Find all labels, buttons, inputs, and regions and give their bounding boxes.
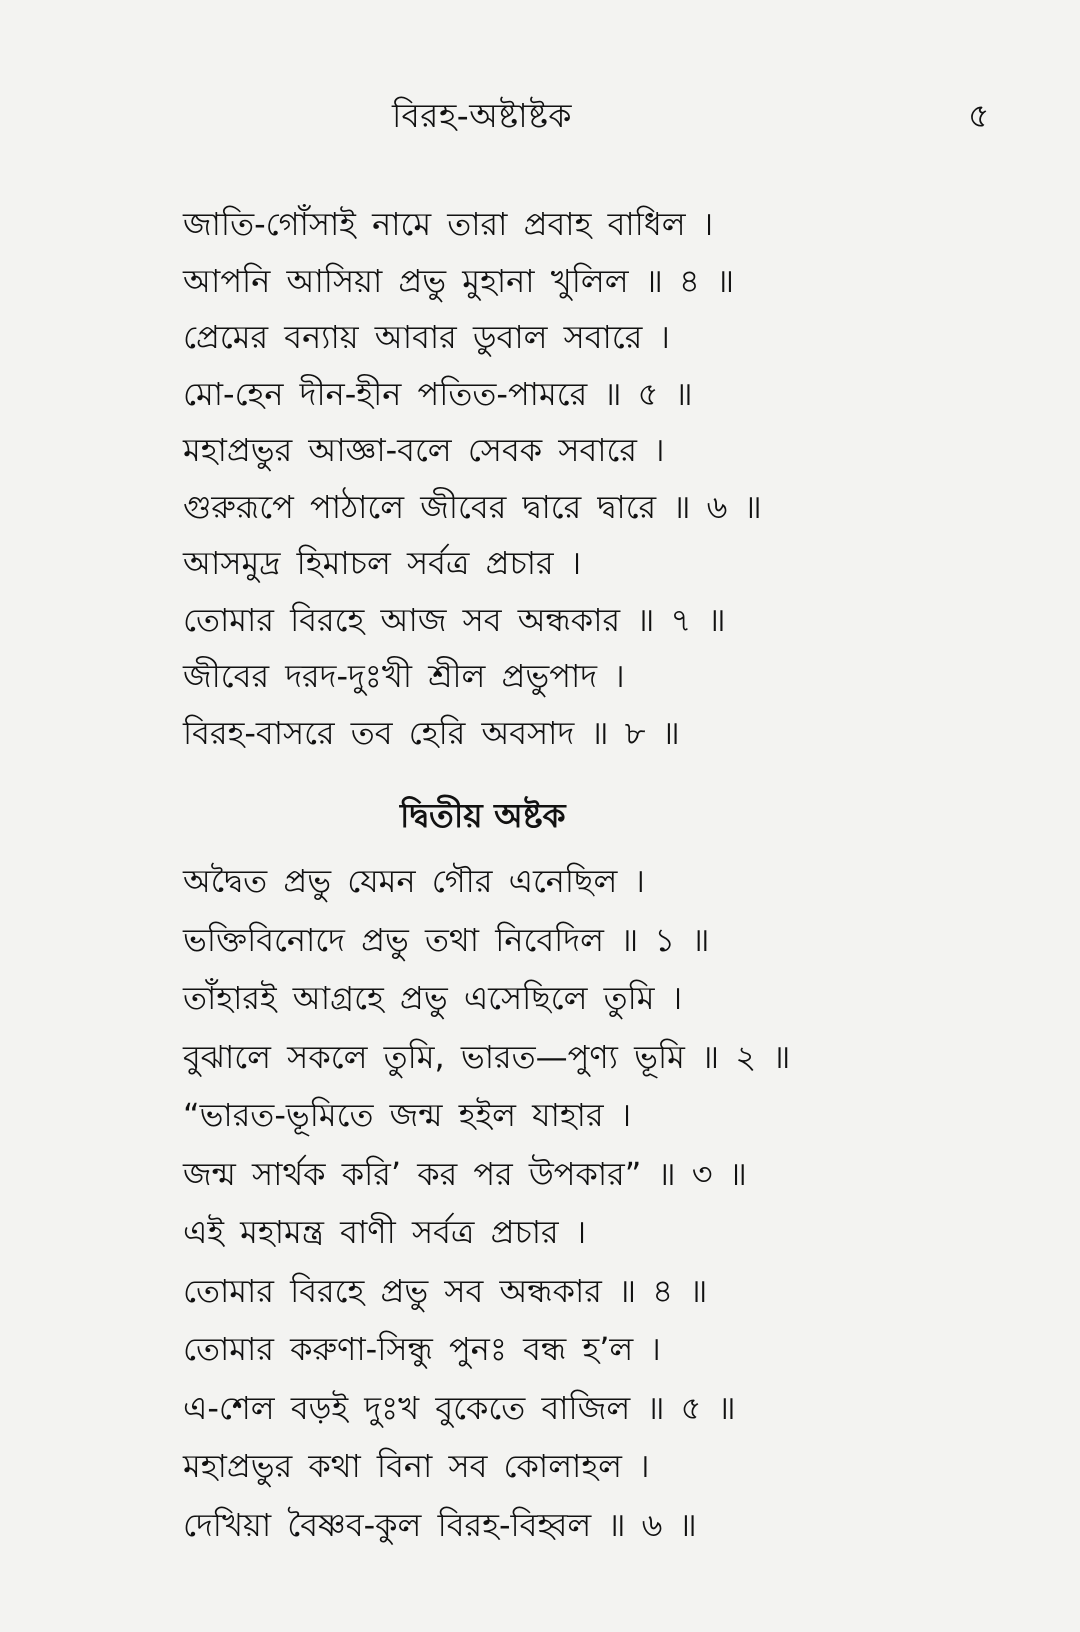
- verse-line: জন্ম সার্থক করি’ কর পর উপকার” ॥ ৩ ॥: [183, 1154, 747, 1193]
- verse-line: দেখিয়া বৈষ্ণব-কুল বিরহ-বিহ্বল ॥ ৬ ॥: [183, 1505, 697, 1544]
- verse-line: তোমার বিরহে প্রভু সব অন্ধকার ॥ ৪ ॥: [183, 1271, 708, 1310]
- running-title: বিরহ-অষ্টাষ্টক: [392, 96, 573, 135]
- verse-line: অদ্বৈত প্রভু যেমন গৌর এনেছিল ।: [183, 862, 645, 900]
- verse-line: আপনি আসিয়া প্রভু মুহানা খুলিল ॥ ৪ ॥: [183, 261, 735, 300]
- verse-line: তোমার করুণা-সিন্ধু পুনঃ বন্ধ হ’ল ।: [183, 1330, 661, 1368]
- verse-line: বিরহ-বাসরে তব হেরি অবসাদ ॥ ৮ ॥: [183, 713, 680, 752]
- verse-line: জীবের দরদ-দুঃখী শ্রীল প্রভুপাদ ।: [183, 657, 625, 695]
- page-number: ৫: [968, 96, 990, 135]
- verse-line: বুঝালে সকলে তুমি, ভারত—পুণ্য ভূমি ॥ ২ ॥: [183, 1037, 791, 1076]
- running-header: [0, 90, 1080, 140]
- verse-block-second: [183, 852, 1003, 1554]
- verse-line: মহাপ্রভুর আজ্ঞা-বলে সেবক সবারে ।: [183, 431, 665, 469]
- verse-line: আসমুদ্র হিমাচল সর্বত্র প্রচার ।: [183, 544, 582, 582]
- verse-line: প্রেমের বন্যায় আবার ডুবাল সবারে ।: [183, 318, 670, 356]
- verse-line: ভক্তিবিনোদে প্রভু তথা নিবেদিল ॥ ১ ॥: [183, 920, 710, 959]
- verse-line: এ-শেল বড়ই দুঃখ বুকেতে বাজিল ॥ ৫ ॥: [183, 1388, 736, 1427]
- verse-line: জাতি-গোঁসাই নামে তারা প্রবাহ বাধিল ।: [183, 205, 714, 243]
- verse-line: “ভারত-ভূমিতে জন্ম হইল যাহার ।: [183, 1096, 632, 1134]
- verse-line: মো-হেন দীন-হীন পতিত-পামরে ॥ ৫ ॥: [183, 374, 693, 413]
- verse-line: তাঁহারই আগ্রহে প্রভু এসেছিলে তুমি ।: [183, 979, 683, 1017]
- verse-line: এই মহামন্ত্র বাণী সর্বত্র প্রচার ।: [183, 1213, 587, 1251]
- verse-line: তোমার বিরহে আজ সব অন্ধকার ॥ ৭ ॥: [183, 600, 726, 639]
- verse-line: মহাপ্রভুর কথা বিনা সব কোলাহল ।: [183, 1447, 650, 1485]
- verse-line: গুরুরূপে পাঠালে জীবের দ্বারে দ্বারে ॥ ৬ ॥: [183, 487, 762, 526]
- section-heading: দ্বিতীয় অষ্টক: [400, 796, 566, 835]
- verse-block-first: [183, 196, 1003, 761]
